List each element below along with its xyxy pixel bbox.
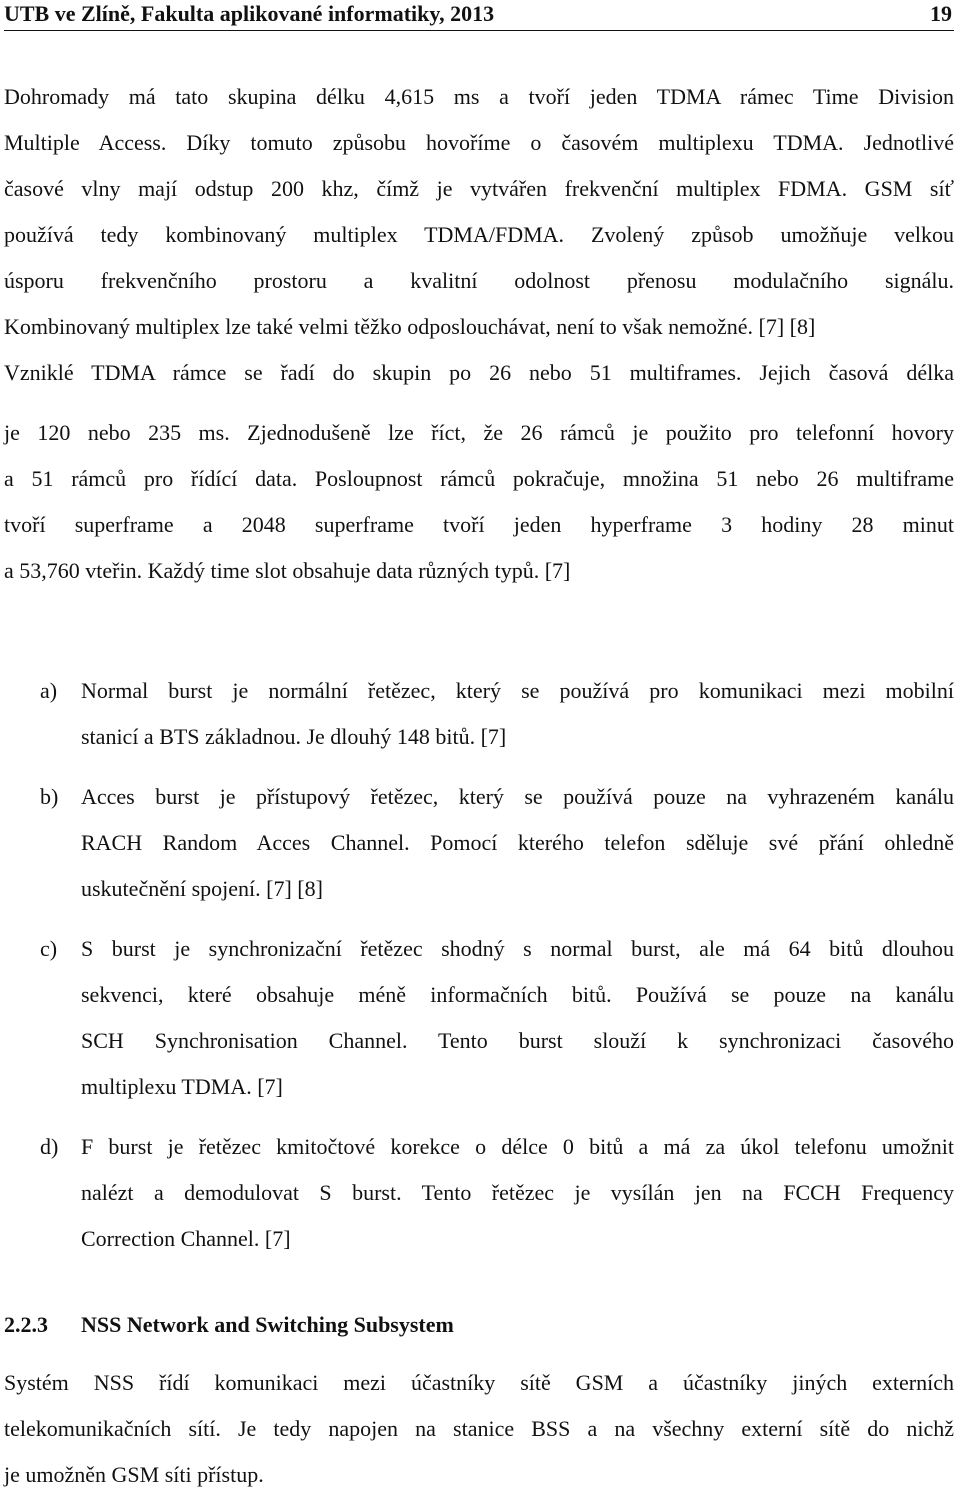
text-line: a 53,760 vteřin. Každý time slot obsahuje data různých typů. [7] [4,558,571,583]
text-line: Acces burst je přístupový řetězec, který se používá pouze na vyhrazeném kanálu [81,784,954,809]
text-line: Normal burst je normální řetězec, který se používá pro komunikaci mezi mobilní [81,678,954,703]
list-marker: b) [40,784,59,809]
list-marker: d) [40,1134,59,1159]
page-number: 19 [930,1,952,26]
text-line: Kombinovaný multiplex lze také velmi těžko odposlouchávat, není to však nemožné. [7] [8] [4,314,816,339]
text-line: je umožněn GSM síti přístup. [4,1462,264,1487]
text-line: a 51 rámců pro řídící data. Posloupnost rámců pokračuje, množina 51 nebo 26 multiframe [4,466,954,491]
text-line: uskutečnění spojení. [7] [8] [81,876,323,901]
section-title: NSS Network and Switching Subsystem [81,1312,454,1337]
text-line: Systém NSS řídí komunikaci mezi účastníky sítě GSM a účastníky jiných externích [4,1370,954,1395]
text-line: používá tedy kombinovaný multiplex TDMA/FDMA. Zvolený způsob umožňuje velkou [4,222,954,247]
text-line: RACH Random Acces Channel. Pomocí kterého telefon sděluje své přání ohledně [81,830,954,855]
text-line: F burst je řetězec kmitočtové korekce o délce 0 bitů a má za úkol telefonu umožnit [81,1134,954,1159]
text-line: úsporu frekvenčního prostoru a kvalitní odolnost přenosu modulačního signálu. [4,268,954,293]
header-title: UTB ve Zlíně, Fakulta aplikované informatiky, 2013 [4,1,495,26]
text-line: stanicí a BTS základnou. Je dlouhý 148 bitů. [7] [81,724,507,749]
text-line: časové vlny mají odstup 200 khz, čímž je vytvářen frekvenční multiplex FDMA. GSM síť [4,176,954,201]
text-line: sekvenci, které obsahuje méně informačních bitů. Používá se pouze na kanálu [81,982,954,1007]
text-line: telekomunikačních sítí. Je tedy napojen na stanice BSS a na všechny externí sítě do nichž [4,1416,954,1441]
text-line: SCH Synchronisation Channel. Tento burst slouží k synchronizaci časového [81,1028,954,1053]
page-header [4,0,954,31]
text-line: je 120 nebo 235 ms. Zjednodušeně lze říct, že 26 rámců je použito pro telefonní hovory [4,420,954,445]
text-line: tvoří superframe a 2048 superframe tvoří jeden hyperframe 3 hodiny 28 minut [4,512,954,537]
text-line: Dohromady má tato skupina délku 4,615 ms a tvoří jeden TDMA rámec Time Division [4,84,954,109]
text-line: nalézt a demodulovat S burst. Tento řetězec je vysílán jen na FCCH Frequency [81,1180,954,1205]
text-line: Multiple Access. Díky tomuto způsobu hovoříme o časovém multiplexu TDMA. Jednotlivé [4,130,954,155]
text-line: Vzniklé TDMA rámce se řadí do skupin po 26 nebo 51 multiframes. Jejich časová délka [4,360,954,385]
text-line: Correction Channel. [7] [81,1226,291,1251]
section-number: 2.2.3 [4,1312,48,1337]
list-marker: c) [40,936,58,961]
list-marker: a) [40,678,58,703]
text-line: S burst je synchronizační řetězec shodný s normal burst, ale má 64 bitů dlouhou [81,936,954,961]
text-line: multiplexu TDMA. [7] [81,1074,283,1099]
